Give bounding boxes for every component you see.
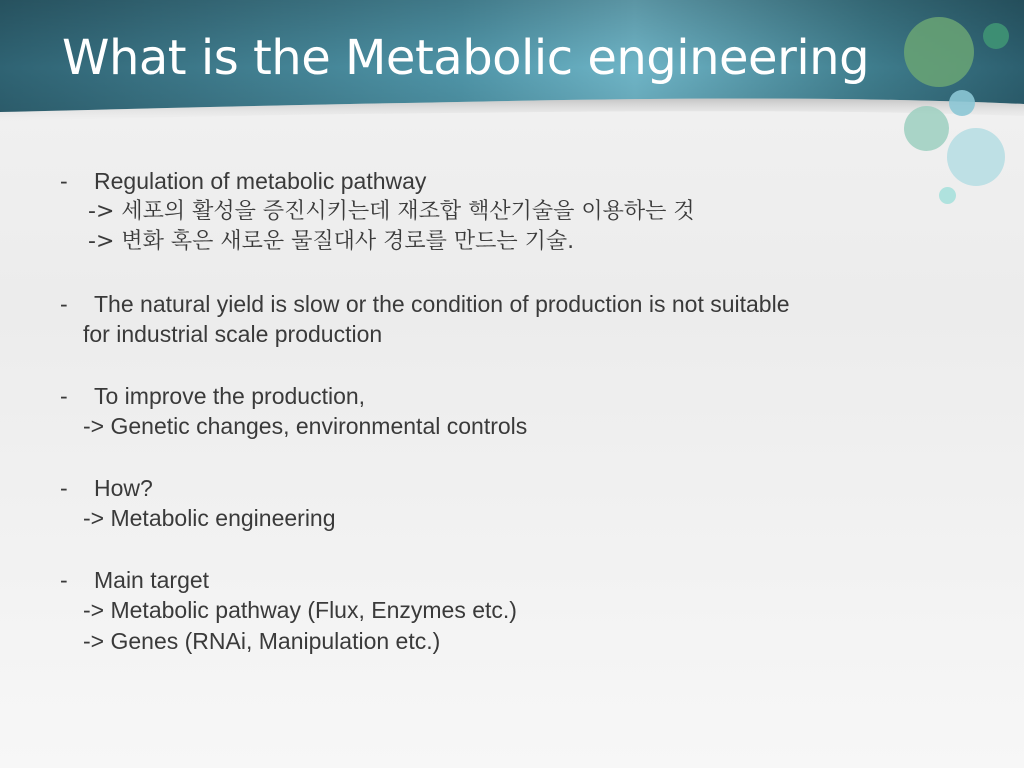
sub-point: -> Metabolic engineering bbox=[83, 505, 336, 531]
bullet-improve-production bbox=[60, 381, 960, 442]
bullet-how bbox=[60, 473, 960, 534]
slide-title: What is the Metabolic engineering bbox=[62, 30, 870, 86]
sub-point: -> Genetic changes, environmental controls bbox=[83, 413, 528, 439]
bullet-main-target bbox=[60, 565, 960, 657]
decorative-circle-mid bbox=[949, 90, 975, 116]
bullet-continuation: for industrial scale production bbox=[83, 321, 383, 347]
decorative-circle-large bbox=[904, 17, 974, 87]
decorative-circle-medium bbox=[904, 106, 949, 151]
slide-body bbox=[60, 166, 960, 687]
bullet-dash: - bbox=[60, 566, 68, 593]
sub-point: -> Genes (RNAi, Manipulation etc.) bbox=[83, 627, 441, 654]
title-banner bbox=[0, 0, 1024, 125]
bullet-dash: - bbox=[60, 382, 68, 409]
bullet-dash: - bbox=[60, 290, 68, 317]
decorative-circle-small-top bbox=[983, 23, 1009, 49]
sub-point: -> Metabolic pathway (Flux, Enzymes etc.) bbox=[83, 597, 517, 623]
bullet-text: How? bbox=[94, 474, 153, 501]
bullet-text: The natural yield is slow or the condition of production is not suitable bbox=[94, 290, 790, 317]
bullet-text: Regulation of metabolic pathway bbox=[94, 168, 427, 194]
bullet-text: Main target bbox=[94, 566, 210, 593]
bullet-text: To improve the production, bbox=[94, 382, 366, 409]
bullet-natural-yield bbox=[60, 289, 960, 350]
bullet-dash: - bbox=[60, 168, 68, 194]
bullet-dash: - bbox=[60, 474, 68, 501]
sub-point: -> 변화 혹은 새로운 물질대사 경로를 만드는 기술. bbox=[88, 229, 575, 254]
sub-point: -> 세포의 활성을 증진시키는데 재조합 핵산기술을 이용하는 것 bbox=[88, 198, 695, 224]
bullet-regulation bbox=[60, 166, 960, 258]
